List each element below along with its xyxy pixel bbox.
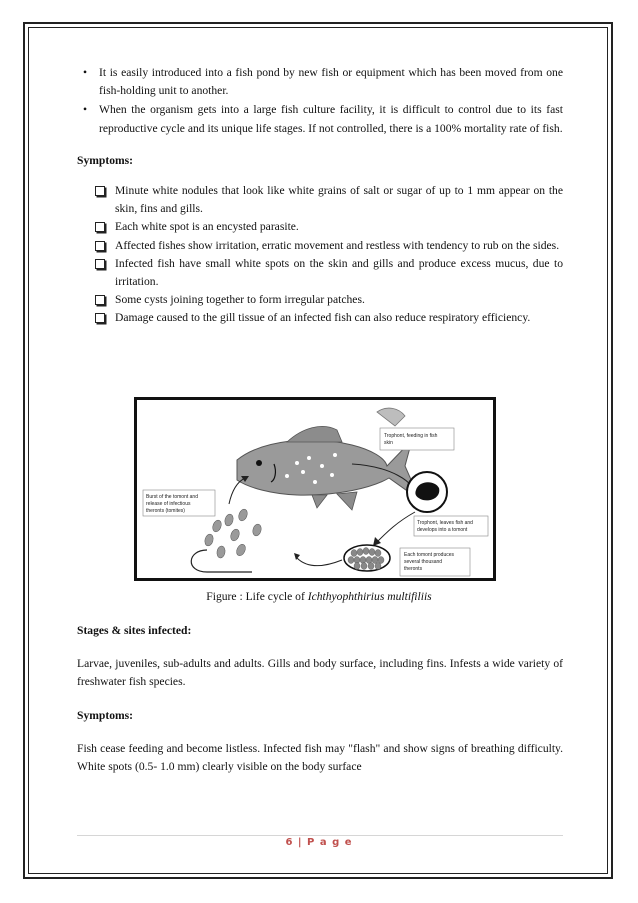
- checklist-item: Affected fishes show irritation, erratic movement and restless with tendency to rub on the sides.: [93, 237, 563, 255]
- checkbox-icon: [95, 295, 105, 305]
- life-cycle-diagram: [137, 400, 493, 578]
- label-burst-3: theronts (tomites): [146, 508, 185, 514]
- label-burst-1: Burst of the tomont and: [146, 494, 198, 500]
- symptom-checklist: [93, 182, 563, 328]
- checkbox-icon: [95, 241, 105, 251]
- checkbox-icon: [95, 222, 105, 232]
- symptoms-heading-2: Symptoms:: [77, 708, 134, 722]
- label-trophont-skin-1: Trophont, feeding in fish: [384, 433, 438, 439]
- checkbox-icon: [95, 313, 105, 323]
- label-tomont-3: theronts: [404, 566, 423, 572]
- life-cycle-figure: [134, 397, 496, 581]
- checkbox-icon: [95, 259, 105, 269]
- symptoms-heading: Symptoms:: [77, 153, 134, 167]
- stages-text: Larvae, juveniles, sub-adults and adults. Gills and body surface, including fins. Infests a wide variety of freshwater fish species.: [77, 657, 563, 689]
- lower-content: [77, 622, 563, 776]
- label-tomont-2: several thousand: [404, 559, 443, 565]
- bullet-dot-icon: •: [83, 103, 88, 117]
- figure-caption: Figure : Life cycle of Ichthyophthirius multifiliis: [206, 590, 432, 603]
- checklist-item: Minute white nodules that look like white grains of salt or sugar of up to 1 mm appear on the skin, fins and gills.: [93, 182, 563, 218]
- label-tomont-1: Each tomont produces: [404, 552, 455, 558]
- page-footer: 6 | P a g e: [285, 837, 353, 848]
- label-burst-2: release of infectious: [146, 501, 191, 507]
- stages-heading: Stages & sites infected:: [77, 624, 192, 637]
- checklist-item: Damage caused to the gill tissue of an infected fish can also reduce respiratory efficiency.: [93, 309, 563, 327]
- bullet-item: • It is easily introduced into a fish pond by new fish or equipment which has been moved from one fish-holding unit to another.: [83, 66, 563, 98]
- species-name: Ichthyophthirius multifiliis: [307, 590, 432, 603]
- checklist-item: Infected fish have small white spots on the skin and gills and produce excess mucus, due to irritation.: [93, 255, 563, 291]
- main-content: [77, 64, 563, 328]
- label-trophont-leaves-1: Trophont, leaves fish and: [417, 520, 473, 526]
- fish-illustration: [237, 408, 420, 510]
- footer-divider: [77, 835, 563, 836]
- checkbox-icon: [95, 186, 105, 196]
- checklist-item: Each white spot is an encysted parasite.: [93, 218, 563, 236]
- bullet-item: • When the organism gets into a large fish culture facility, it is difficult to control due to its fast reproductive cycle and its unique life stages. If not controlled, there is a 100% mortality rate of fish.: [83, 103, 563, 135]
- symptoms-text: Fish cease feeding and become listless. Infected fish may "flash" and show signs of breathing difficulty. White spots (0.5- 1.0 mm) clearly visible on the body surface: [77, 741, 563, 774]
- checklist-item: Some cysts joining together to form irregular patches.: [93, 291, 563, 309]
- label-trophont-skin-2: skin: [384, 440, 393, 446]
- label-trophont-leaves-2: develops into a tomont: [417, 527, 468, 533]
- bullet-dot-icon: •: [83, 66, 88, 79]
- bullet-list: [77, 64, 563, 138]
